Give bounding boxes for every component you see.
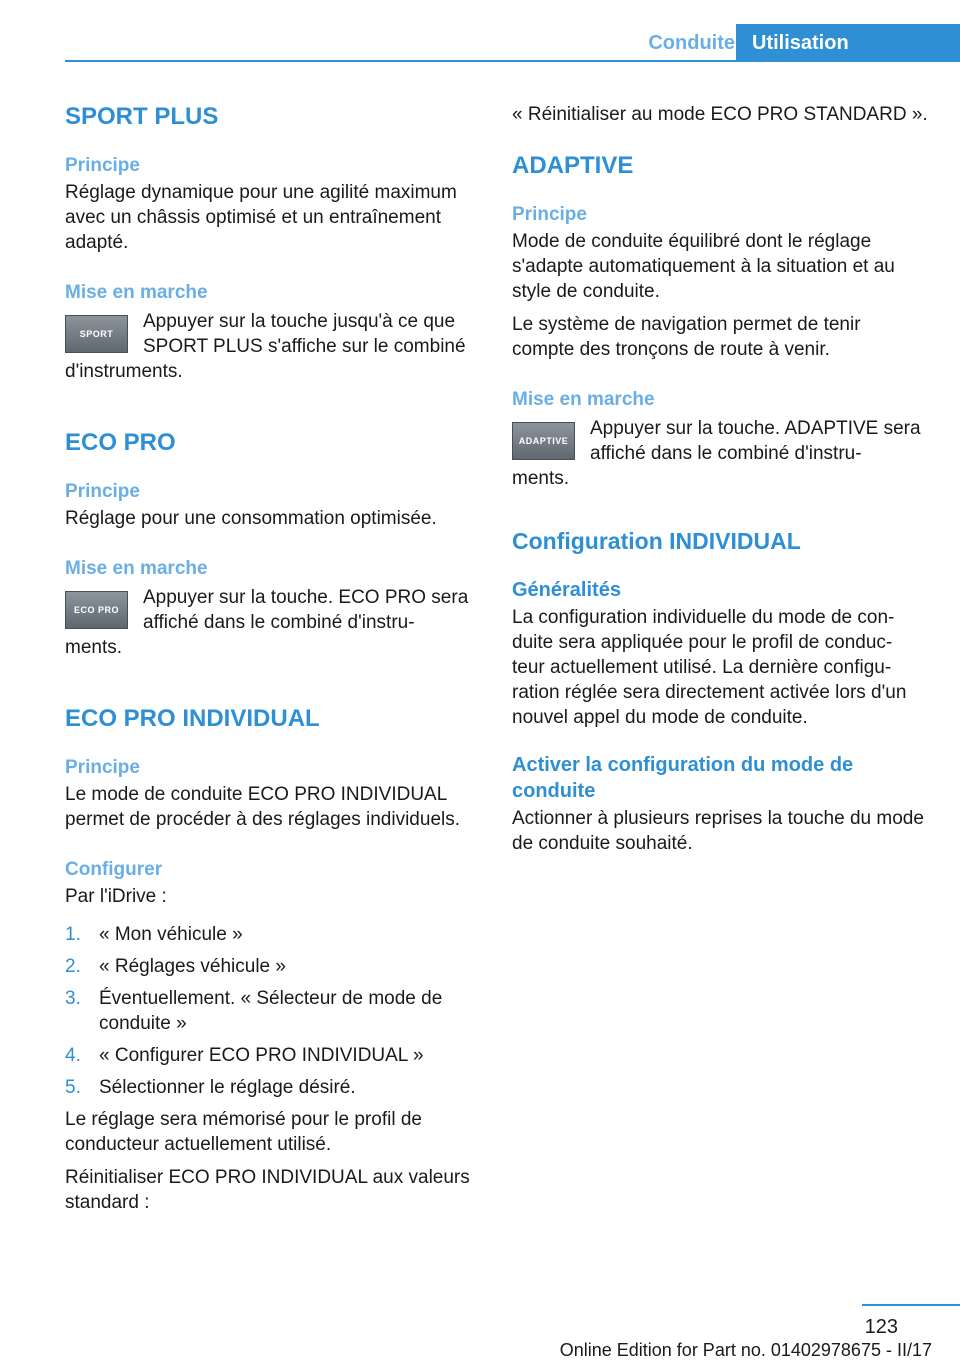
eco-individual-principe-text: Le mode de conduite ECO PRO INDIVIDUAL permet de procéder à des réglages individuels. [65, 784, 461, 830]
tab-conduite[interactable]: Conduite [648, 32, 735, 54]
eco-individual-principe-heading: Principe [65, 757, 140, 778]
step-text: Sélectionner le réglage désiré. [99, 1077, 356, 1098]
step-text: « Mon véhicule » [99, 924, 243, 945]
adaptive-principe-text: Mode de conduite équilibré dont le réglage s'adapte automatiquement à la situation et au style de conduite. [512, 231, 895, 302]
generalites-text: La configuration individuelle du mode de con- duite sera appliquée pour le profil de conduc- teur actuellement utilisé. La dernière configu- ration réglée sera directement activée lors d'un nouvel appel du mode de conduite. [512, 607, 907, 728]
sport-button-row [65, 307, 481, 359]
adaptive-principe-heading: Principe [512, 204, 587, 225]
sport-plus-mise-text-cont: d'instruments. [65, 361, 183, 382]
adaptive-button-label: ADAPTIVE [518, 436, 569, 446]
list-item [65, 922, 481, 947]
configurer-text: Par l'iDrive : [65, 886, 167, 907]
sport-button-image [65, 315, 128, 353]
tab-utilisation[interactable]: Utilisation [736, 24, 960, 62]
footer-rule [862, 1304, 960, 1306]
adaptive-mise-heading: Mise en marche [512, 389, 655, 410]
generalites-heading: Généralités [512, 579, 621, 601]
right-column [512, 102, 928, 856]
list-item [65, 954, 481, 979]
activer-heading: Activer la configuration du mode de conduite [512, 754, 854, 802]
step-number: 3. [65, 988, 81, 1009]
eco-pro-mise-text: Appuyer sur la touche. ECO PRO sera affiché dans le combiné d'instru- [143, 587, 469, 633]
step-number: 4. [65, 1045, 81, 1066]
step-number: 2. [65, 956, 81, 977]
step-number: 5. [65, 1077, 81, 1098]
configurer-heading: Configurer [65, 859, 163, 880]
eco-pro-button-label: ECO PRO [73, 605, 119, 615]
adaptive-mise-text-cont: ments. [512, 468, 570, 489]
eco-pro-principe-text: Réglage pour une consommation optimisée. [65, 508, 437, 529]
sport-plus-title: SPORT PLUS [65, 103, 219, 130]
eco-pro-button-row [65, 583, 481, 635]
sport-plus-principe-heading: Principe [65, 155, 140, 176]
eco-pro-principe-heading: Principe [65, 481, 140, 502]
page-header [65, 24, 960, 62]
activer-text: Actionner à plusieurs reprises la touche du mode de conduite souhaité. [512, 808, 924, 854]
adaptive-title: ADAPTIVE [512, 152, 634, 179]
eco-pro-mise-heading: Mise en marche [65, 558, 208, 579]
configurer-steps [65, 922, 481, 1100]
adaptive-button-row [512, 414, 928, 466]
edition-text: Online Edition for Part no. 01402978675 - II/17 [559, 1340, 932, 1360]
step-text: « Configurer ECO PRO INDIVIDUAL » [99, 1045, 424, 1066]
adaptive-mise-text: Appuyer sur la touche. ADAPTIVE sera affiché dans le combiné d'instru- [590, 418, 921, 464]
eco-individual-title: ECO PRO INDIVIDUAL [65, 705, 320, 732]
sport-plus-principe-text: Réglage dynamique pour une agilité maximum avec un châssis optimisé et un entraînement adapté. [65, 182, 457, 253]
list-item [65, 986, 481, 1036]
eco-pro-mise-text-cont: ments. [65, 637, 123, 658]
eco-pro-title: ECO PRO [65, 429, 176, 456]
sport-plus-mise-heading: Mise en marche [65, 282, 208, 303]
step-number: 1. [65, 924, 81, 945]
config-individual-title: Configuration INDIVIDUAL [512, 528, 801, 554]
adaptive-button-image [512, 422, 575, 460]
eco-individual-reset-text: Réinitialiser ECO PRO INDIVIDUAL aux valeurs standard : [65, 1167, 470, 1213]
reset-continuation-text: « Réinitialiser au mode ECO PRO STANDARD ». [512, 104, 928, 125]
eco-individual-after-text: Le réglage sera mémorisé pour le profil de conducteur actuellement utilisé. [65, 1109, 422, 1155]
step-text: Éventuellement. « Sélecteur de mode de conduite » [99, 988, 443, 1034]
header-rule [65, 60, 960, 62]
list-item [65, 1075, 481, 1100]
step-text: « Réglages véhicule » [99, 956, 286, 977]
left-column [65, 100, 481, 1215]
sport-plus-mise-text: Appuyer sur la touche jusqu'à ce que SPORT PLUS s'affiche sur le combiné [143, 311, 466, 357]
eco-pro-button-image [65, 591, 128, 629]
sport-button-label: SPORT [79, 329, 114, 339]
page-number: 123 [864, 1316, 898, 1338]
adaptive-navigation-text: Le système de navigation permet de tenir compte des tronçons de route à venir. [512, 314, 861, 360]
list-item [65, 1043, 481, 1068]
